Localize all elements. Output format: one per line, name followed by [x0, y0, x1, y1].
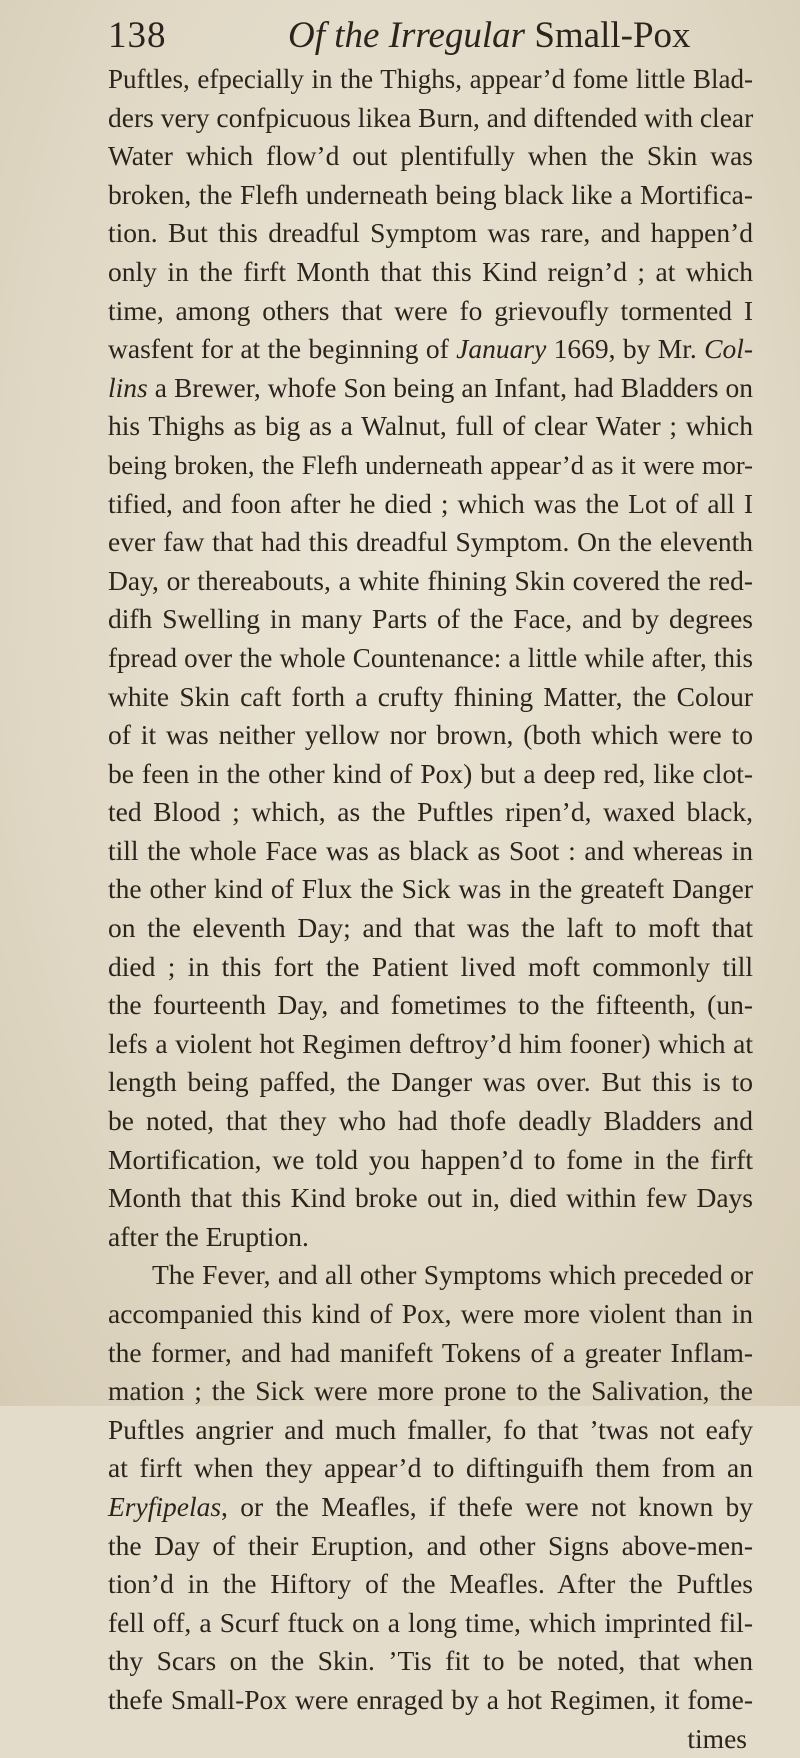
- text-line: thefe Small-Pox were enraged by a hot Regimen, it fome-: [108, 1683, 753, 1715]
- running-head-italic: Of the Irregular: [288, 15, 526, 56]
- text-line: length being paffed, the Danger was over. But this is to: [108, 1066, 753, 1098]
- running-head-roman: Small-Pox: [525, 15, 691, 56]
- catchword: times: [687, 1722, 747, 1754]
- text-line: his Thighs as big as a Walnut, full of clear Water ; which: [108, 410, 753, 442]
- text-line: till the whole Face was as black as Soot : and whereas in: [108, 834, 753, 866]
- text-line: tion’d in the Hiftory of the Meafles. After the Puftles: [108, 1568, 753, 1600]
- text-line: being broken, the Flefh underneath appear’d as it were mor-: [108, 449, 753, 480]
- page-header: [108, 14, 760, 64]
- text-line: time, among others that were fo grievoufly tormented I: [108, 294, 753, 326]
- text-line: be noted, that they who had thofe deadly Bladders and: [108, 1105, 753, 1137]
- text-line: after the Eruption.: [108, 1220, 309, 1252]
- text-line: accompanied this kind of Pox, were more violent than in: [108, 1298, 753, 1329]
- text-line: Eryfipelas, or the Meafles, if thefe were not known by: [108, 1490, 753, 1522]
- text-line: broken, the Flefh underneath being black like a Mortifica-: [108, 178, 753, 210]
- text-line: Mortification, we told you happen’d to fome in the firft: [108, 1143, 753, 1175]
- text-line: the other kind of Flux the Sick was in the greateft Danger: [108, 873, 753, 905]
- text-line: the Day of their Eruption, and other Signs above-men-: [108, 1529, 753, 1561]
- text-line: thy Scars on the Skin. ’Tis fit to be noted, that when: [108, 1645, 753, 1677]
- text-line: on the eleventh Day; and that was the laft to moft that: [108, 912, 753, 944]
- text-line: only in the firft Month that this Kind reign’d ; at which: [108, 255, 753, 287]
- text-line: ted Blood ; which, as the Puftles ripen’d, waxed black,: [108, 796, 753, 828]
- text-line: died ; in this fort the Patient lived moft commonly till: [108, 950, 753, 982]
- text-line: be feen in the other kind of Pox) but a deep red, like clot-: [108, 757, 753, 789]
- running-head: [288, 14, 691, 57]
- text-line: Water which flow’d out plentifully when the Skin was: [108, 140, 753, 172]
- text-line: white Skin caft forth a crufty fhining Matter, the Colour: [108, 680, 753, 712]
- text-line: ders very confpicuous likea Burn, and diftended with clear: [108, 101, 754, 133]
- text-line: lins a Brewer, whofe Son being an Infant, had Bladders on: [108, 371, 753, 403]
- text-line: Day, or thereabouts, a white fhining Skin covered the red-: [108, 564, 753, 596]
- text-line: Puftles angrier and much fmaller, fo that ’twas not eafy: [108, 1413, 753, 1445]
- page-number: 138: [108, 15, 167, 56]
- paragraph-start: The Fever, and all other Symptoms which preceded or: [152, 1259, 753, 1291]
- text-line: the former, and had manifeft Tokens of a greater Inflam-: [108, 1336, 753, 1368]
- text-line: lefs a violent hot Regimen deftroy’d him fooner) which at: [108, 1027, 753, 1059]
- text-line: tion. But this dreadful Symptom was rare, and happen’d: [108, 217, 753, 249]
- text-line: Month that this Kind broke out in, died within few Days: [108, 1182, 753, 1214]
- text-line: fell off, a Scurf ftuck on a long time, which imprinted fil-: [108, 1606, 753, 1638]
- text-line: wasfent for at the beginning of January 1669, by Mr. Col-: [108, 333, 753, 365]
- text-line: of it was neither yellow nor brown, (both which were to: [108, 719, 753, 751]
- text-line: Puftles, efpecially in the Thighs, appear’d fome little Blad-: [108, 64, 753, 94]
- text-line: tified, and foon after he died ; which was the Lot of all I: [108, 487, 753, 519]
- text-line: difh Swelling in many Parts of the Face, and by degrees: [108, 603, 753, 635]
- text-line: at firft when they appear’d to diftinguifh them from an: [108, 1452, 753, 1484]
- text-line: ever faw that had this dreadful Symptom. On the eleventh: [108, 526, 753, 558]
- text-line: fpread over the whole Countenance: a little while after, this: [108, 642, 753, 673]
- body-text: [108, 60, 753, 1758]
- text-line: the fourteenth Day, and fometimes to the fifteenth, (un-: [108, 989, 753, 1021]
- text-line: mation ; the Sick were more prone to the Salivation, the: [108, 1375, 753, 1407]
